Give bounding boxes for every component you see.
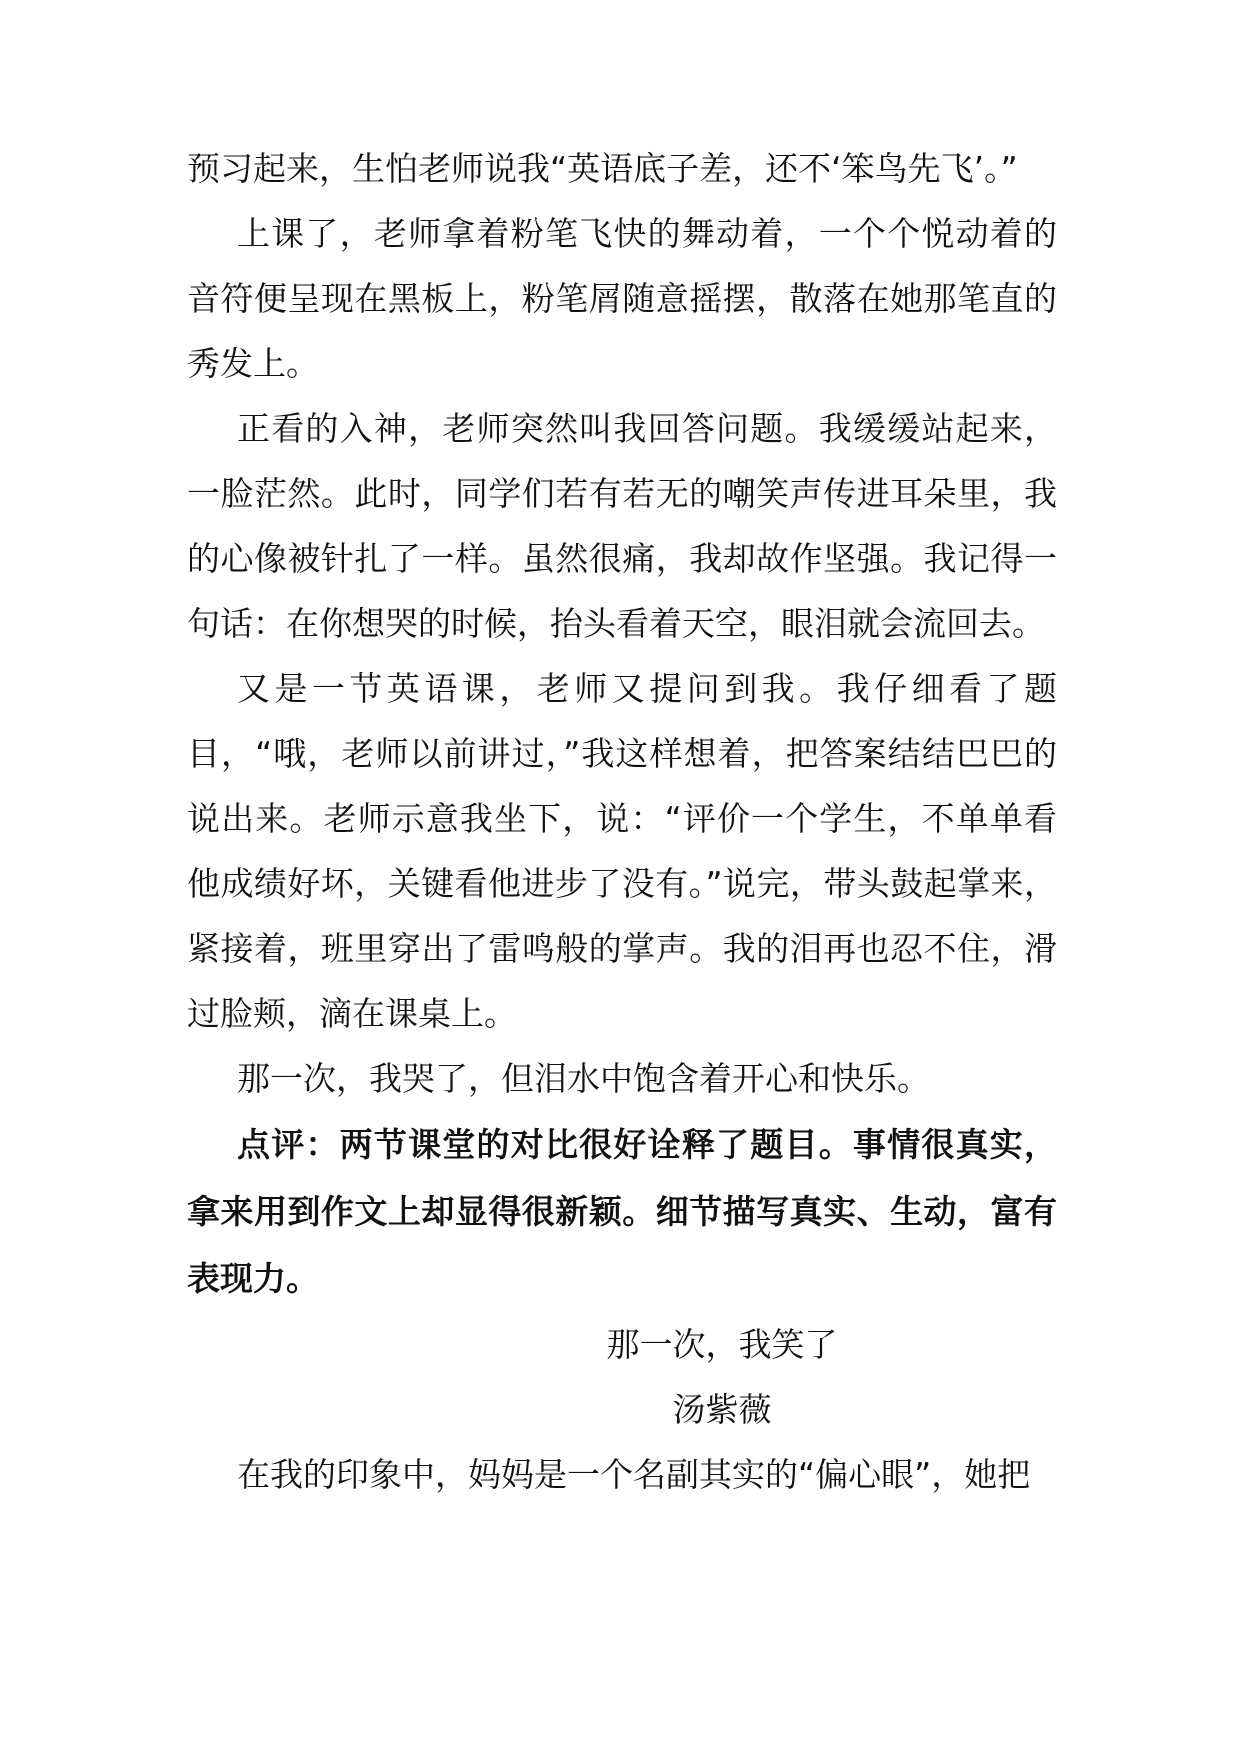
paragraph-continued: 预习起来，生怕老师说我“英语底子差，还不‘笨鸟先飞’。”	[187, 149, 1018, 188]
paragraph-class-scene: 上课了，老师拿着粉笔飞快的舞动着，一个个悦动着的音符便呈现在黑板上，粉笔屑随意摇摆，散落在她那笔直的秀发上。	[187, 214, 1057, 383]
paragraph-question-moment: 正看的入神，老师突然叫我回答问题。我缓缓站起来，一脸茫然。此时，同学们若有若无的嘲笑声传进耳朵里，我的心像被针扎了一样。虽然很痛，我却故作坚强。我记得一句话：在你想哭的时候，抬头看着天空，眼泪就会流回去。	[187, 409, 1057, 643]
document-body	[187, 136, 1057, 1507]
paragraph-conclusion: 那一次，我哭了，但泪水中饱含着开心和快乐。	[237, 1059, 930, 1098]
paragraph-english-class: 又是一节英语课，老师又提问到我。我仔细看了题目，“哦，老师以前讲过，”我这样想着，把答案结结巴巴的说出来。老师示意我坐下，说：“评价一个学生，不单单看他成绩好坏，关键看他进步了没有。”说完，带头鼓起掌来，紧接着，班里穿出了雷鸣般的掌声。我的泪再也忍不住，滑过脸颊，滴在课桌上。	[187, 669, 1057, 1033]
paragraph-next-essay: 在我的印象中，妈妈是一个名副其实的“偏心眼”，她把	[237, 1455, 1031, 1494]
essay-author: 汤紫薇	[672, 1390, 772, 1429]
paragraph-commentary: 点评：两节课堂的对比很好诠释了题目。事情很真实，拿来用到作文上却显得很新颖。细节描写真实、生动，富有表现力。	[187, 1125, 1057, 1298]
essay-title: 那一次，我笑了	[606, 1325, 838, 1364]
